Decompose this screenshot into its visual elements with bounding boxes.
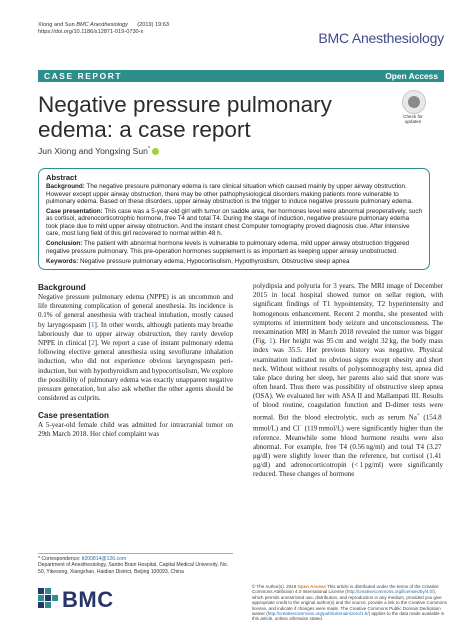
corresponding-mark: * xyxy=(147,146,151,153)
abstract-case xyxy=(46,208,422,238)
cc-by-link[interactable]: http://creativecommons.org/licenses/by/4.0/ xyxy=(346,589,434,595)
reference-link-2[interactable]: 2 xyxy=(91,338,95,347)
affiliation: Department of Anesthesiology, Sanbo Brain Hospital, Capital Medical University, No. 50, Yikesong, Xiangshan, Haidian District, Beijing 100093, China xyxy=(38,562,229,575)
text-run: ). Her height was 95 cm and weight 32 kg, the body mass index was 35.5. Her previous history was negative. Physical examination indicated no obvious signs except obesity and short neck. Without without results of polysomnography test, apnea did take place during her sleep, her parents also said that snore was often heard. Thus there was possibility of obstructive sleep apnea (OSA). We evaluated her with ASA II and Mallampati III. Results of blood routine, coagulation function and D-dimer tests were normal. But the blood electrolytic, such as serum Na xyxy=(253,337,443,421)
text-run: ]. In other words, although patients may breathe laboriously due to upper airway obstruction, they rarely develop NPPE in clinical [ xyxy=(38,320,233,347)
article-type-band xyxy=(38,70,444,82)
background-paragraph xyxy=(38,293,233,403)
case-paragraph: A 5-year-old female child was admitted for intracranial tumor on 29th March 2018. Her chief complaint was xyxy=(38,421,233,439)
bmc-logo xyxy=(38,587,118,615)
text-run: (119 mmol/L) were significantly higher than the reference. Meanwhile some blood hormone results were also abnormal. For example, free T4 (0.56 ng/ml) and total T4 (3.27 μg/dl) were slightly lower than the reference, but cortisol (1.41 μg/dl) and adrenocorticotropin (< 1 pg/ml) were significantly reduced. These changes of hormone xyxy=(253,424,443,479)
license-text-2: ), which permits unrestricted use, distribution, and reproduction in any medium, provided you give appropriate credit to the original author(s) and the source, provide a link to the Creative Commons license, and indicate if changes were made. The Creative Commons Public Domain Dedication waiver ( xyxy=(252,589,447,617)
license-statement xyxy=(252,584,447,622)
license-text-3: ) applies to the data made available in this article, unless otherwise stated. xyxy=(252,611,445,622)
abstract-keywords xyxy=(46,258,422,266)
author-names: Jun Xiong and Yongxing Sun xyxy=(38,146,148,156)
reference-link-1[interactable]: 1 xyxy=(91,320,95,329)
abstract-heading: Abstract xyxy=(46,173,77,182)
body-right-column xyxy=(253,282,443,480)
author-list xyxy=(38,146,159,156)
doi-link[interactable]: https://doi.org/10.1186/s12871-019-0730-x xyxy=(38,29,144,36)
bmc-logo-icon xyxy=(38,587,60,613)
conclusion-label: Conclusion: xyxy=(46,240,83,248)
copyright-text: © The Author(s). 2019 xyxy=(252,584,298,589)
superscript-plus: + xyxy=(416,412,420,418)
case-label: Case presentation: xyxy=(46,207,103,215)
abstract-background xyxy=(46,183,422,206)
update-check-icon xyxy=(402,90,426,114)
text-run: (154.8 mmol/L) and Cl xyxy=(253,412,444,433)
superscript-minus: − xyxy=(299,424,303,430)
badge-line2: updates xyxy=(404,119,422,125)
badge-text xyxy=(398,114,428,125)
abstract-box xyxy=(38,168,430,270)
background-label: Background: xyxy=(46,183,85,190)
text-run: Negative pressure pulmonary edema (NPPE) is an uncommon and life threatening complication of general anesthesia. Its incidence is 0.1% of general anesthesia with tracheal intubation, mostly caused by laryngospasm [ xyxy=(38,293,233,329)
article-type-label: CASE REPORT xyxy=(44,71,123,81)
keywords-label: Keywords: xyxy=(46,257,79,265)
orcid-icon[interactable] xyxy=(152,148,159,155)
badge-line1: Check for xyxy=(403,114,423,119)
background-text: The negative pressure pulmonary edema is rare clinical situation which caused mainly by upper airway obstruction. However except upper airway obstruction, there may be other pathophysiological disorders making patients more vulnerable to pulmonary edema. Based on these disorders, upper airway obstruction is the trigger to induce negative pressure pulmonary edema. xyxy=(46,183,413,205)
keywords-text: Negative pressure pulmonary edema, Hypocortisolism, Hypothyroidism, Obstructive sleep apnea xyxy=(78,257,350,265)
check-for-updates-badge[interactable] xyxy=(398,90,428,134)
figure-link-1[interactable]: 1 xyxy=(269,337,273,346)
cite-year-volume: (2019) 19:63 xyxy=(127,22,170,28)
text-run: ]. We report a case of instant pulmonary edema following elective general anesthesia using sevoflurane inhalation induction, who did not experience obvious laryngospasm peri-induction, but with hypothyroidism and hypocortisolism, We explore the possibility of pulmonary edema was exactly unapparent negative pressure generation, but also ask whether the other agents should be considered as culprits. xyxy=(38,338,233,403)
citation-header xyxy=(38,22,169,36)
cite-journal: BMC Anesthesiology xyxy=(76,22,128,28)
text-run: polydipsia and polyuria for 3 years. The MRI image of December 2015 in local hospital showed tumor on sellar region, with significant findings of T1 hypointensity, T2 hyperintensity and homogenous enhancement. Recent 2 months, she presented with symptoms of intermittent body seizure and unconsciousness. The reexamination MRI in March 2018 revealed the tumor was bigger (Fig. xyxy=(253,282,443,346)
correspondence-label: * Correspondence: xyxy=(38,556,82,562)
open-access-label: Open Access xyxy=(385,71,438,81)
bmc-logo-text: BMC xyxy=(62,587,114,612)
case-continued-paragraph xyxy=(253,282,443,480)
open-access-text: Open Access xyxy=(297,584,326,589)
correspondence-footnote xyxy=(38,553,233,575)
case-presentation-heading: Case presentation xyxy=(38,411,109,421)
case-text: This case was a 5-year-old girl with tumor on saddle area, her hormones level were abnormal preoperatively, such as cortisol, adrenocorticotrophic hormone, free T4 and total T4. During the stage of induction, negative pressure pulmonary edema took place due to mild upper airway obstruction. And the instant chest Computer tomography proved diagnosis clue. After intensive care, most lung field of this girl recovered to normal within 48 h. xyxy=(46,207,422,238)
conclusion-text: The patient with abnormal hormone levels is vulnerable to pulmonary edema, mild upper airway obstruction triggered negative pressure pulmonary. This pre-operation hormones supplement is as important as keeping upper airway unobstructed. xyxy=(46,240,410,255)
cite-authors: Xiong and Sun xyxy=(38,22,77,28)
background-heading: Background xyxy=(38,283,86,292)
cc-zero-link[interactable]: http://creativecommons.org/publicdomain/zero/1.0/ xyxy=(267,611,369,617)
body-left-column xyxy=(38,282,233,440)
correspondence-email[interactable]: lt200814@126.com xyxy=(81,556,127,562)
abstract-conclusion xyxy=(46,240,422,255)
journal-name: BMC Anesthesiology xyxy=(318,30,444,46)
license-text: This article is distributed under the terms of the Creative Commons Attribution 4.0 International License ( xyxy=(252,584,439,595)
article-title: Negative pressure pulmonary edema: a case report xyxy=(38,92,332,142)
